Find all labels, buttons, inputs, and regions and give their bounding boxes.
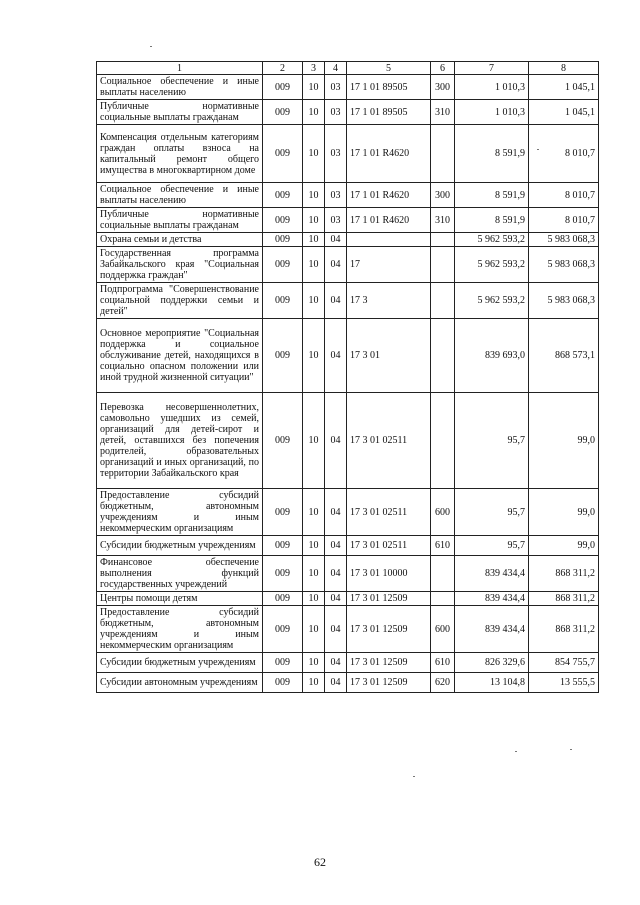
admin-code-cell: 009 <box>263 233 303 247</box>
subsection-cell: 04 <box>325 247 347 283</box>
admin-code-cell: 009 <box>263 283 303 319</box>
table-row <box>97 100 599 125</box>
scan-speck <box>413 776 415 777</box>
section-cell: 10 <box>303 653 325 673</box>
subsection-cell: 04 <box>325 489 347 536</box>
row-name-cell: Социальное обеспечение и иные выплаты населению <box>97 183 263 208</box>
amount-year1-cell: 5 962 593,2 <box>455 283 529 319</box>
table-row <box>97 247 599 283</box>
expense-type-cell <box>431 319 455 393</box>
row-name-cell: Субсидии бюджетным учреждениям <box>97 653 263 673</box>
row-name-cell: Основное мероприятие "Социальная поддержка и социальное обслуживание детей, находящихся в социально опасном положении или иной трудной жизненной ситуации" <box>97 319 263 393</box>
table-row <box>97 489 599 536</box>
admin-code-cell: 009 <box>263 536 303 556</box>
admin-code-cell: 009 <box>263 673 303 693</box>
row-name-cell: Субсидии автономным учреждениям <box>97 673 263 693</box>
row-name-cell: Перевозка несовершеннолетних, самовольно ушедших из семей, организаций для детей-сирот и детей, оставшихся без попечения родителей, образовательных организаций и иных организаций, по территории Забайкальского края <box>97 393 263 489</box>
admin-code-cell: 009 <box>263 606 303 653</box>
section-cell: 10 <box>303 592 325 606</box>
amount-year1-cell: 95,7 <box>455 536 529 556</box>
admin-code-cell: 009 <box>263 247 303 283</box>
target-article-cell: 17 1 01 89505 <box>347 100 431 125</box>
row-name-cell: Предоставление субсидий бюджетным, автономным учреждениям и иным некоммерческим организациям <box>97 606 263 653</box>
target-article-cell: 17 3 01 12509 <box>347 653 431 673</box>
admin-code-cell: 009 <box>263 183 303 208</box>
expense-type-cell: 310 <box>431 100 455 125</box>
expense-type-cell <box>431 556 455 592</box>
table-row <box>97 125 599 183</box>
amount-year2-cell: 99,0 <box>529 489 599 536</box>
admin-code-cell: 009 <box>263 75 303 100</box>
target-article-cell: 17 3 01 02511 <box>347 489 431 536</box>
table-row <box>97 653 599 673</box>
target-article-cell <box>347 233 431 247</box>
amount-year1-cell: 839 434,4 <box>455 556 529 592</box>
subsection-cell: 04 <box>325 393 347 489</box>
target-article-cell: 17 3 01 12509 <box>347 673 431 693</box>
expense-type-cell <box>431 592 455 606</box>
amount-year2-cell: 1 045,1 <box>529 75 599 100</box>
target-article-cell: 17 3 01 02511 <box>347 393 431 489</box>
row-name-cell: Предоставление субсидий бюджетным, автономным учреждениям и иным некоммерческим организациям <box>97 489 263 536</box>
admin-code-cell: 009 <box>263 125 303 183</box>
amount-year1-cell: 5 962 593,2 <box>455 233 529 247</box>
header-cell: 6 <box>431 62 455 75</box>
table-row <box>97 393 599 489</box>
amount-year1-cell: 95,7 <box>455 393 529 489</box>
subsection-cell: 04 <box>325 592 347 606</box>
header-cell: 2 <box>263 62 303 75</box>
admin-code-cell: 009 <box>263 208 303 233</box>
table-row <box>97 556 599 592</box>
amount-year1-cell: 95,7 <box>455 489 529 536</box>
target-article-cell: 17 3 01 10000 <box>347 556 431 592</box>
amount-year2-cell: 854 755,7 <box>529 653 599 673</box>
header-cell: 3 <box>303 62 325 75</box>
subsection-cell: 04 <box>325 556 347 592</box>
target-article-cell: 17 3 <box>347 283 431 319</box>
target-article-cell: 17 1 01 89505 <box>347 75 431 100</box>
row-name-cell: Государственная программа Забайкальского края "Социальная поддержка граждан" <box>97 247 263 283</box>
scan-speck <box>515 751 517 752</box>
amount-year2-cell: 8 010,7 <box>529 125 599 183</box>
row-name-cell: Публичные нормативные социальные выплаты гражданам <box>97 100 263 125</box>
scan-speck <box>570 749 572 750</box>
header-cell: 5 <box>347 62 431 75</box>
subsection-cell: 03 <box>325 100 347 125</box>
admin-code-cell: 009 <box>263 653 303 673</box>
section-cell: 10 <box>303 100 325 125</box>
amount-year1-cell: 1 010,3 <box>455 75 529 100</box>
admin-code-cell: 009 <box>263 489 303 536</box>
amount-year1-cell: 13 104,8 <box>455 673 529 693</box>
table-row <box>97 183 599 208</box>
table-row <box>97 592 599 606</box>
section-cell: 10 <box>303 125 325 183</box>
subsection-cell: 03 <box>325 125 347 183</box>
row-name-cell: Субсидии бюджетным учреждениям <box>97 536 263 556</box>
subsection-cell: 04 <box>325 319 347 393</box>
target-article-cell: 17 1 01 R4620 <box>347 183 431 208</box>
expense-type-cell <box>431 125 455 183</box>
expense-type-cell <box>431 393 455 489</box>
header-cell: 1 <box>97 62 263 75</box>
subsection-cell: 04 <box>325 673 347 693</box>
table-row <box>97 283 599 319</box>
section-cell: 10 <box>303 556 325 592</box>
section-cell: 10 <box>303 75 325 100</box>
section-cell: 10 <box>303 319 325 393</box>
page-number: 62 <box>314 855 326 869</box>
scan-speck <box>150 46 152 47</box>
table-row <box>97 208 599 233</box>
target-article-cell: 17 1 01 R4620 <box>347 208 431 233</box>
admin-code-cell: 009 <box>263 319 303 393</box>
header-cell: 7 <box>455 62 529 75</box>
expense-type-cell: 610 <box>431 536 455 556</box>
row-name-cell: Публичные нормативные социальные выплаты гражданам <box>97 208 263 233</box>
scan-speck <box>537 149 539 150</box>
header-cell: 4 <box>325 62 347 75</box>
amount-year2-cell: 8 010,7 <box>529 208 599 233</box>
admin-code-cell: 009 <box>263 100 303 125</box>
amount-year1-cell: 826 329,6 <box>455 653 529 673</box>
section-cell: 10 <box>303 183 325 208</box>
amount-year2-cell: 13 555,5 <box>529 673 599 693</box>
row-name-cell: Подпрограмма "Совершенствование социальной поддержки семьи и детей" <box>97 283 263 319</box>
amount-year2-cell: 99,0 <box>529 393 599 489</box>
row-name-cell: Охрана семьи и детства <box>97 233 263 247</box>
admin-code-cell: 009 <box>263 592 303 606</box>
expense-type-cell: 610 <box>431 653 455 673</box>
amount-year2-cell: 868 573,1 <box>529 319 599 393</box>
target-article-cell: 17 <box>347 247 431 283</box>
section-cell: 10 <box>303 233 325 247</box>
target-article-cell: 17 3 01 <box>347 319 431 393</box>
target-article-cell: 17 3 01 12509 <box>347 592 431 606</box>
amount-year2-cell: 99,0 <box>529 536 599 556</box>
admin-code-cell: 009 <box>263 393 303 489</box>
amount-year2-cell: 5 983 068,3 <box>529 233 599 247</box>
target-article-cell: 17 3 01 12509 <box>347 606 431 653</box>
section-cell: 10 <box>303 283 325 319</box>
amount-year1-cell: 839 693,0 <box>455 319 529 393</box>
expense-type-cell: 300 <box>431 183 455 208</box>
expense-type-cell: 620 <box>431 673 455 693</box>
section-cell: 10 <box>303 489 325 536</box>
expense-type-cell: 310 <box>431 208 455 233</box>
subsection-cell: 04 <box>325 283 347 319</box>
amount-year2-cell: 8 010,7 <box>529 183 599 208</box>
row-name-cell: Компенсация отдельным категориям граждан оплаты взноса на капитальный ремонт общего имущества в многоквартирном доме <box>97 125 263 183</box>
amount-year1-cell: 839 434,4 <box>455 592 529 606</box>
table-row <box>97 673 599 693</box>
header-cell: 8 <box>529 62 599 75</box>
row-name-cell: Социальное обеспечение и иные выплаты населению <box>97 75 263 100</box>
table-row <box>97 75 599 100</box>
amount-year1-cell: 8 591,9 <box>455 183 529 208</box>
amount-year1-cell: 8 591,9 <box>455 208 529 233</box>
amount-year2-cell: 5 983 068,3 <box>529 283 599 319</box>
amount-year2-cell: 868 311,2 <box>529 606 599 653</box>
table-header-row <box>97 62 599 75</box>
section-cell: 10 <box>303 247 325 283</box>
table-row <box>97 319 599 393</box>
section-cell: 10 <box>303 606 325 653</box>
expense-type-cell <box>431 233 455 247</box>
amount-year2-cell: 868 311,2 <box>529 592 599 606</box>
table-body <box>97 62 599 693</box>
subsection-cell: 04 <box>325 233 347 247</box>
table-row <box>97 233 599 247</box>
target-article-cell: 17 1 01 R4620 <box>347 125 431 183</box>
expense-type-cell <box>431 247 455 283</box>
row-name-cell: Центры помощи детям <box>97 592 263 606</box>
section-cell: 10 <box>303 536 325 556</box>
expense-type-cell: 600 <box>431 606 455 653</box>
subsection-cell: 04 <box>325 536 347 556</box>
table-row <box>97 606 599 653</box>
target-article-cell: 17 3 01 02511 <box>347 536 431 556</box>
table-row <box>97 536 599 556</box>
subsection-cell: 03 <box>325 75 347 100</box>
expense-type-cell <box>431 283 455 319</box>
amount-year2-cell: 1 045,1 <box>529 100 599 125</box>
subsection-cell: 03 <box>325 208 347 233</box>
subsection-cell: 04 <box>325 653 347 673</box>
amount-year1-cell: 1 010,3 <box>455 100 529 125</box>
admin-code-cell: 009 <box>263 556 303 592</box>
subsection-cell: 04 <box>325 606 347 653</box>
budget-table <box>96 61 599 693</box>
row-name-cell: Финансовое обеспечение выполнения функций государственных учреждений <box>97 556 263 592</box>
section-cell: 10 <box>303 208 325 233</box>
section-cell: 10 <box>303 393 325 489</box>
expense-type-cell: 300 <box>431 75 455 100</box>
subsection-cell: 03 <box>325 183 347 208</box>
amount-year1-cell: 8 591,9 <box>455 125 529 183</box>
amount-year1-cell: 5 962 593,2 <box>455 247 529 283</box>
amount-year2-cell: 868 311,2 <box>529 556 599 592</box>
amount-year2-cell: 5 983 068,3 <box>529 247 599 283</box>
amount-year1-cell: 839 434,4 <box>455 606 529 653</box>
section-cell: 10 <box>303 673 325 693</box>
expense-type-cell: 600 <box>431 489 455 536</box>
